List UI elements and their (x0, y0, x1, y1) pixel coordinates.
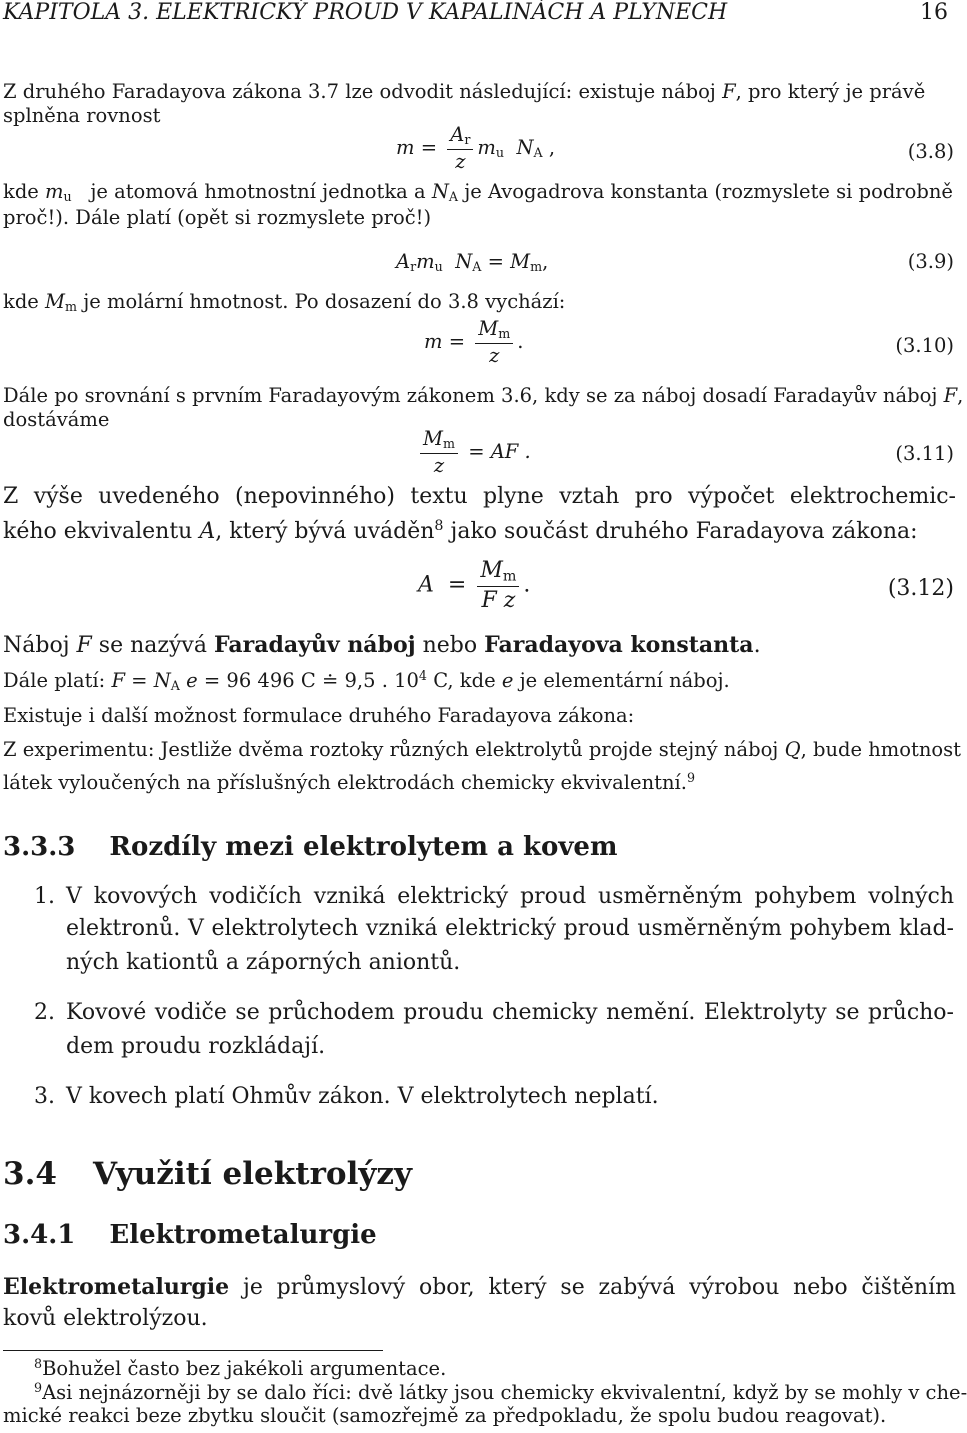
term-faradayova-konstanta: Faradayova konstanta (484, 632, 754, 658)
term-elektrometalurgie: Elektrometalurgie (3, 1274, 230, 1300)
equation-3-10: m = $\frac{M_m}{z}$ . (424, 317, 524, 367)
list-item-number: 3. (34, 1084, 55, 1109)
intro-line-2: splněna rovnost (3, 104, 161, 127)
para9-line-2: látek vyloučených na příslušných elektrodách chemicky ekvivalentní.$^9$ (3, 770, 696, 794)
list-item-2-line-2: dem proudu rozkládají. (66, 1034, 326, 1059)
para10-line-2: kovů elektrolýzou. (3, 1306, 208, 1331)
para7-line: Dále platí: $F = N_A$ e = 96 496 C ≐ 9,5 . $10^4$ C, kde e je elementární náboj. (3, 668, 730, 694)
list-item-1-line-2: elektronů. V elektrolytech vzniká elektrický proud usměrněným pohybem klad- (66, 916, 954, 941)
para4-line-2: dostáváme (3, 408, 110, 431)
equation-3-11: $\frac{M_m}{z}$ = AF . (420, 428, 531, 477)
equation-number-3-10: (3.10) (895, 334, 954, 357)
footnote-rule (3, 1350, 383, 1351)
para5-line-2: kého ekvivalentu A, který bývá uváděn$^8$ jako součást druhého Faradayova zákona: (3, 518, 918, 544)
para5-line-1: Z výše uvedeného (nepovinného) textu plyne vztah pro výpočet elektrochemic- (3, 484, 956, 509)
para3-line: kde $M_m$ je molární hmotnost. Po dosazení do 3.8 vychází: (3, 290, 566, 315)
equation-3-12: A = $\frac{M_m}{\text{F z}}$ . (418, 558, 531, 613)
para9-line-1: Z experimentu: Jestliže dvěma roztoky různých elektrolytů projde stejný náboj Q, bude hmotnost (3, 738, 961, 761)
page-number: 16 (920, 0, 948, 25)
equation-number-3-11: (3.11) (895, 442, 954, 465)
footnote-9-line-1: $^9$Asi nejnázorněji by se dalo říci: dvě látky jsou chemicky ekvivalentní, když by se mohly v che- (34, 1380, 967, 1404)
list-item-number: 2. (34, 1000, 55, 1025)
running-title: KAPITOLA 3. ELEKTRICKÝ PROUD V KAPALINÁCH A PLYNECH (3, 0, 728, 25)
footnote-9-line-2: mické reakci beze zbytku sloučit (samozřejmě za předpokladu, že spolu budou reagovat). (3, 1404, 887, 1427)
equation-number-3-12: (3.12) (887, 576, 954, 601)
equation-number-3-9: (3.9) (907, 250, 954, 273)
list-item-number: 1. (34, 884, 55, 909)
equation-3-8: m = $\frac{A_r}{z}$ $m_u$ $N_A$ , (396, 123, 556, 173)
para10-line-1: Elektrometalurgie je průmyslový obor, který se zabývá výrobou nebo čištěním (3, 1274, 956, 1300)
para6-line: Náboj F se nazývá Faradayův náboj nebo Faradayova konstanta. (3, 632, 761, 658)
para8-line: Existuje i další možnost formulace druhého Faradayova zákona: (3, 704, 635, 727)
footnote-8: $^8$Bohužel často bez jakékoli argumentace. (34, 1356, 447, 1380)
section-heading-3-4: 3.4 Využití elektrolýzy (3, 1156, 412, 1192)
para2-line-1: kde $m_u$ je atomová hmotnostní jednotka a $N_A$ je Avogadrova konstanta (rozmyslete si podrobně (3, 180, 953, 205)
list-item-2-line-1: Kovové vodiče se průchodem proudu chemicky nemění. Elektrolyty se průcho- (66, 1000, 954, 1025)
list-item-1-line-3: ných kationtů a záporných aniontů. (66, 950, 461, 975)
intro-line-1: Z druhého Faradayova zákona 3.7 lze odvodit následující: existuje náboj F, pro který je právě (3, 80, 926, 103)
section-heading-3-4-1: 3.4.1 Elektrometalurgie (3, 1220, 377, 1250)
para4-line-1: Dále po srovnání s prvním Faradayovým zákonem 3.6, kdy se za náboj dosadí Faradayův náboj F, (3, 384, 964, 407)
para2-line-2: proč!). Dále platí (opět si rozmyslete proč!) (3, 206, 432, 229)
equation-number-3-8: (3.8) (907, 140, 954, 163)
term-faradayuv-naboj: Faradayův náboj (213, 632, 416, 658)
equation-3-9: $A_rm_u$ $N_A = M_m$, (396, 250, 549, 275)
section-heading-3-3-3: 3.3.3 Rozdíly mezi elektrolytem a kovem (3, 832, 618, 862)
list-item-3-line-1: V kovech platí Ohmův zákon. V elektrolytech neplatí. (66, 1084, 659, 1109)
list-item-1-line-1: V kovových vodičích vzniká elektrický proud usměrněným pohybem volných (66, 884, 954, 909)
